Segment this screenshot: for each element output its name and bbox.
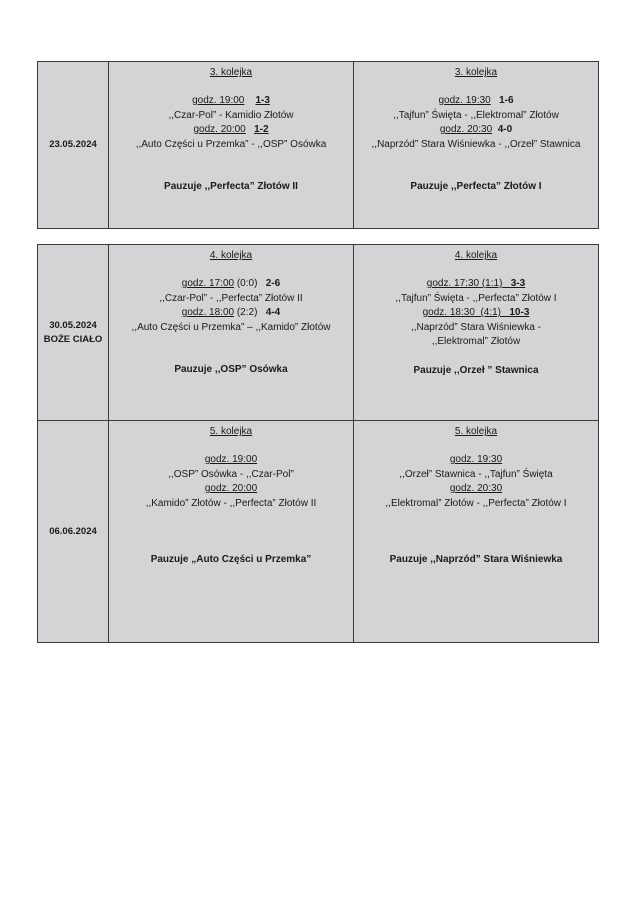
match-time-line	[354, 94, 598, 109]
date-cell	[38, 245, 109, 421]
match-time-line	[109, 277, 353, 292]
match-score: 4-0	[497, 124, 513, 135]
round-title: 5. kolejka	[454, 426, 498, 437]
match-time: godz. 20:30	[449, 483, 503, 494]
match-time-line	[354, 123, 598, 138]
match-score: 1-2	[254, 124, 269, 135]
match-teams: ,,Naprzód” Stara Wiśniewka - ,,Elektromal” Złotów	[410, 321, 542, 347]
match-time: godz. 19:00	[204, 454, 258, 465]
round-title: 3. kolejka	[454, 67, 498, 78]
date-label: 06.06.2024	[49, 525, 97, 537]
holiday-label: BOŻE CIAŁO	[43, 333, 103, 345]
schedule-row	[38, 421, 599, 643]
schedule-row	[38, 62, 599, 229]
match-time: godz. 20:30	[439, 124, 493, 135]
match-score: 1-6	[499, 95, 514, 106]
match-time: godz. 20:00	[204, 483, 258, 494]
match-teams: ,,Tajfun” Święta - ,,Perfecta” Złotów I	[395, 292, 557, 304]
round-cell	[354, 245, 599, 421]
match-teams: ,,Tajfun” Święta - ,,Elektromal” Złotów	[393, 109, 559, 121]
match-time: godz. 17:00	[181, 278, 235, 289]
match-time-line	[109, 94, 353, 109]
match-time: godz. 18:30	[422, 307, 475, 318]
round-title: 3. kolejka	[209, 67, 253, 78]
round-title: 5. kolejka	[209, 426, 253, 437]
halftime-score: (1:1)	[481, 278, 503, 289]
match-time-line	[109, 123, 353, 138]
round-cell	[354, 421, 599, 643]
pause-label: Pauzuje ,,Perfecta” Złotów II	[164, 181, 298, 192]
halftime-score: (0:0)	[236, 278, 258, 289]
round-cell	[109, 245, 354, 421]
date-label: 23.05.2024	[49, 139, 97, 150]
date-label: 30.05.2024	[49, 319, 97, 331]
pause-label: Pauzuje ,,Naprzód” Stara Wiśniewka	[389, 554, 563, 565]
match-score: 1-3	[255, 95, 270, 106]
match-time: godz. 17:30	[426, 278, 480, 289]
match-teams: ,,Auto Części u Przemka” - ,,OSP” Osówka	[135, 138, 327, 150]
match-time: godz. 19:30	[449, 454, 503, 465]
match-teams: ,,Orzeł” Stawnica - ,,Tajfun” Święta	[399, 468, 553, 480]
round-cell	[109, 421, 354, 643]
match-time: godz. 19:00	[192, 95, 245, 106]
schedule-table-1	[37, 61, 599, 229]
pause-label: Pauzuje ,,OSP” Osówka	[174, 364, 288, 375]
match-teams: ,,Auto Części u Przemka” – ,,Kamido” Złotów	[131, 321, 331, 333]
match-time: godz. 20:00	[193, 124, 246, 135]
match-teams: ,,Naprzód” Stara Wiśniewka - ,,Orzeł” Stawnica	[371, 138, 581, 150]
pause-label: Pauzuje ,,Perfecta” Złotów I	[410, 181, 542, 192]
match-time-line	[354, 277, 598, 292]
round-cell	[354, 62, 599, 229]
halftime-score: (4:1)	[480, 307, 502, 318]
round-title: 4. kolejka	[454, 250, 498, 261]
match-time-line	[109, 306, 353, 321]
match-time: godz. 19:30	[438, 95, 491, 106]
match-teams: ,,Czar-Pol” - ,,Perfecta” Złotów II	[159, 292, 303, 304]
match-teams: ,,Kamido” Złotów - ,,Perfecta” Złotów II	[145, 497, 317, 509]
match-teams: ,,OSP” Osówka - ,,Czar-Pol”	[168, 468, 294, 480]
halftime-score: (2:2)	[236, 307, 258, 318]
round-cell	[109, 62, 354, 229]
round-title: 4. kolejka	[209, 250, 253, 261]
match-time-line	[354, 306, 598, 321]
match-score: 3-3	[510, 278, 526, 289]
match-score: 2-6	[265, 278, 281, 289]
date-cell	[38, 421, 109, 643]
schedule-row	[38, 245, 599, 421]
match-teams: ,,Czar-Pol” - Kamidio Złotów	[168, 109, 294, 121]
pause-label: Pauzuje ,,Orzeł ” Stawnica	[413, 364, 539, 376]
match-time: godz. 18:00	[181, 307, 235, 318]
schedule-table-2	[37, 244, 599, 643]
match-score: 4-4	[265, 307, 281, 318]
pause-label: Pauzuje „Auto Części u Przemka”	[150, 554, 312, 565]
match-score: 10-3	[509, 307, 530, 318]
date-cell	[38, 62, 109, 229]
match-teams: ,,Elektromal” Złotów - ,,Perfecta” Złotów I	[385, 497, 567, 509]
